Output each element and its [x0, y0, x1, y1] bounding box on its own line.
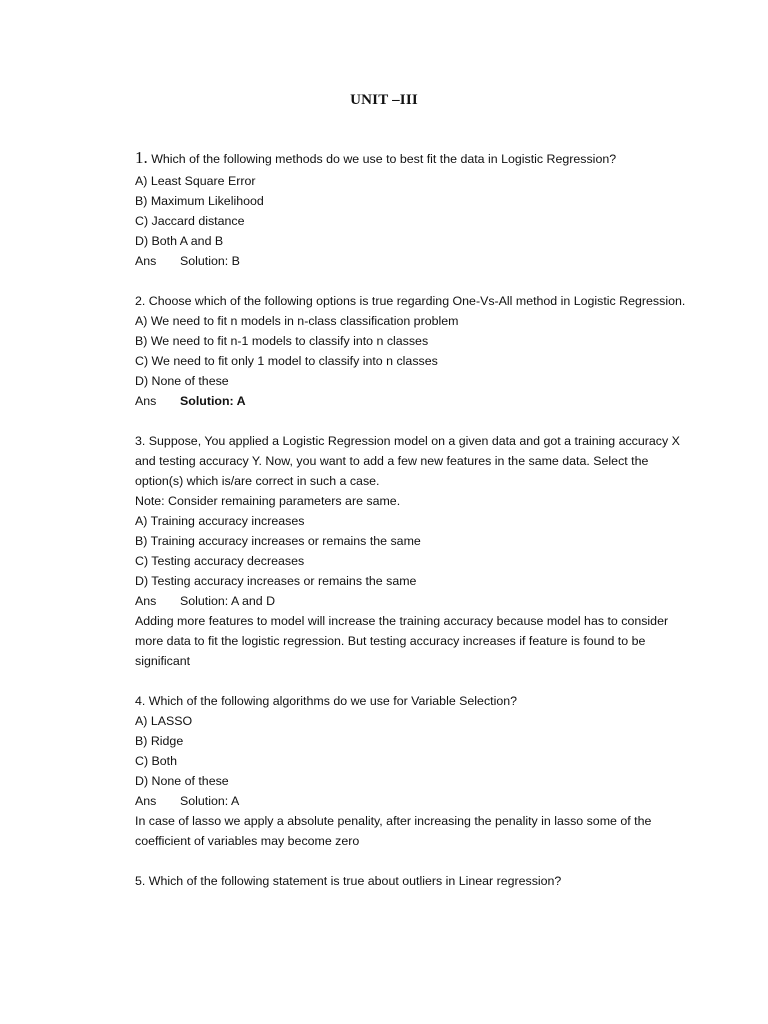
option-a: A) LASSO: [135, 714, 193, 728]
option-b: B) Ridge: [135, 734, 184, 748]
question-text: 5. Which of the following statement is true about outliers in Linear regression?: [135, 874, 562, 888]
question-text: 2. Choose which of the following options is true regarding One-Vs-All method in Logistic Regression.: [135, 294, 686, 308]
option-b: B) Maximum Likelihood: [135, 194, 264, 208]
question-note: Note: Consider remaining parameters are same.: [135, 494, 401, 508]
explanation-text: Adding more features to model will increase the training accuracy because model has to consider more data to fit the logistic regression. But testing accuracy increases if feature is found to be significant: [135, 614, 669, 668]
option-c: C) Testing accuracy decreases: [135, 554, 305, 568]
question-5: [135, 871, 695, 891]
option-c: C) Jaccard distance: [135, 214, 245, 228]
option-b: B) We need to fit n-1 models to classify into n classes: [135, 334, 429, 348]
solution-text: Solution: A and D: [180, 594, 276, 608]
solution-text: Solution: B: [180, 254, 240, 268]
option-a: A) We need to fit n models in n-class classification problem: [135, 314, 459, 328]
option-d: D) Testing accuracy increases or remains the same: [135, 574, 417, 588]
question-4: [135, 691, 695, 851]
option-c: C) Both: [135, 754, 178, 768]
answer-line: [135, 391, 695, 411]
option-a: A) Training accuracy increases: [135, 514, 305, 528]
option-d: D) None of these: [135, 774, 229, 788]
question-list: [135, 146, 695, 891]
option-a: A) Least Square Error: [135, 174, 256, 188]
answer-label: Ans: [135, 394, 157, 408]
solution-text: Solution: A: [180, 394, 246, 408]
option-b: B) Training accuracy increases or remains the same: [135, 534, 421, 548]
answer-label: Ans: [135, 794, 157, 808]
answer-line: [135, 591, 695, 611]
option-d: D) Both A and B: [135, 234, 224, 248]
option-c: C) We need to fit only 1 model to classify into n classes: [135, 354, 438, 368]
question-text: 3. Suppose, You applied a Logistic Regression model on a given data and got a training accuracy X and testing accuracy Y. Now, you want to add a few new features in the same data. Select the option(s) which is/are correct in such a case.: [135, 434, 680, 488]
answer-line: [135, 251, 695, 271]
answer-line: [135, 791, 695, 811]
question-1: [135, 146, 695, 271]
question-number: 1.: [135, 148, 148, 167]
answer-label: Ans: [135, 594, 157, 608]
answer-label: Ans: [135, 254, 157, 268]
solution-text: Solution: A: [180, 794, 240, 808]
explanation-text: In case of lasso we apply a absolute penality, after increasing the penality in lasso some of the coefficient of variables may become zero: [135, 814, 652, 848]
option-d: D) None of these: [135, 374, 229, 388]
question-text: Which of the following methods do we use to best fit the data in Logistic Regression?: [151, 152, 617, 166]
question-2: [135, 291, 695, 411]
question-text: 4. Which of the following algorithms do we use for Variable Selection?: [135, 694, 518, 708]
page-title: UNIT –III: [350, 92, 418, 108]
question-3: [135, 431, 695, 671]
